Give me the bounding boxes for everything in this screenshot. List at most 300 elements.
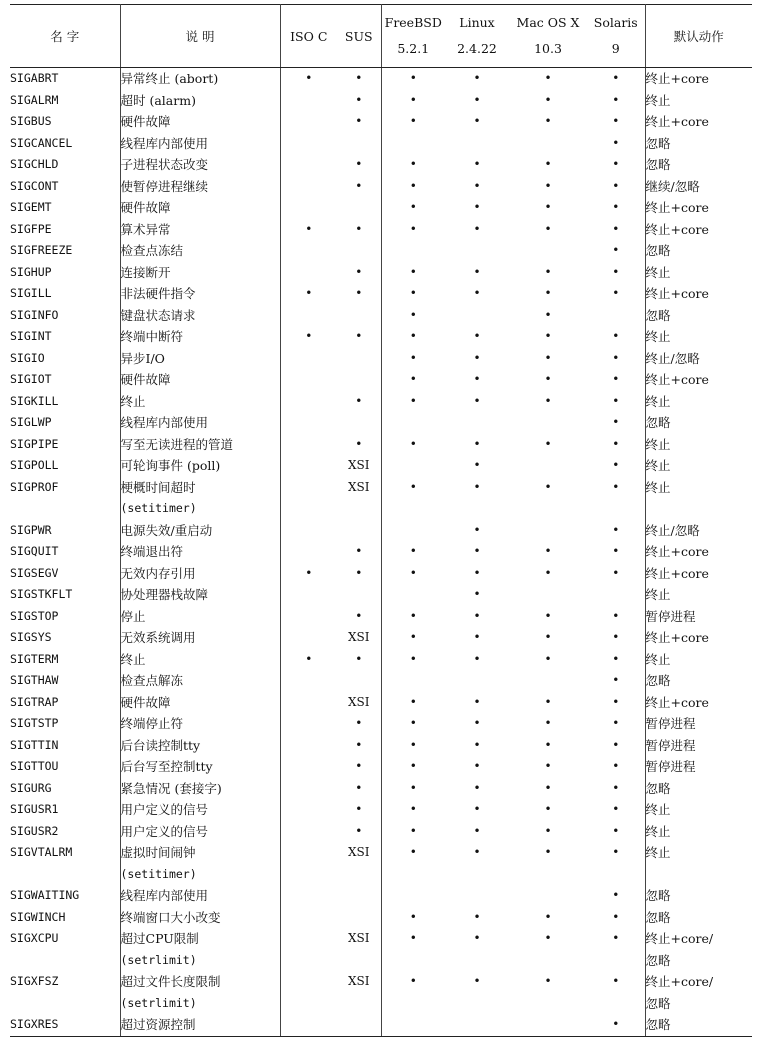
action-line: 终止+core: [645, 221, 709, 237]
signal-name: SIGUSR2: [10, 821, 120, 843]
signal-description: [120, 713, 280, 735]
support-isoc: [280, 154, 337, 176]
support-freebsd: •: [409, 307, 417, 322]
action-line: 终止: [645, 479, 671, 495]
support-sus: •: [337, 90, 381, 112]
description-line: 电源失效/重启动: [120, 522, 213, 538]
support-macos: •: [544, 544, 552, 558]
support-freebsd: •: [409, 393, 417, 408]
action-line: 终止+core: [645, 286, 709, 301]
signal-name: SIGABRT: [10, 68, 120, 90]
signal-name: SIGHUP: [10, 262, 120, 284]
support-solaris: •: [587, 369, 645, 391]
support-freebsd: •: [409, 737, 417, 752]
default-action: [645, 971, 752, 1014]
default-action: [645, 412, 752, 434]
signal-name: SIGTRAP: [10, 692, 120, 714]
action-line: 终止+core: [645, 114, 709, 129]
support-freebsd: •: [409, 479, 417, 494]
support-linux: [445, 305, 509, 327]
support-isoc: [280, 541, 337, 563]
signal-description: [120, 928, 280, 971]
table-row: [10, 971, 752, 1014]
signal-description: [120, 477, 280, 520]
support-isoc: [280, 133, 337, 155]
support-isoc: •: [305, 286, 313, 300]
support-macos: •: [544, 845, 552, 859]
signal-name: SIGPWR: [10, 520, 120, 542]
description-line: 超过文件长度限制: [120, 974, 221, 989]
action-line: 暂停进程: [645, 737, 696, 753]
support-linux: [445, 133, 509, 155]
signal-name: SIGWINCH: [10, 907, 120, 929]
default-action: [645, 434, 752, 456]
support-sus: •: [337, 111, 381, 133]
support-sus: •: [337, 649, 381, 671]
default-action: [645, 907, 752, 929]
signal-name: SIGEMT: [10, 197, 120, 219]
table-row: [10, 842, 752, 885]
support-isoc: [280, 627, 337, 649]
support-freebsd: [381, 133, 445, 155]
support-isoc: [280, 477, 337, 520]
table-row: [10, 563, 752, 585]
signal-name: SIGTSTP: [10, 713, 120, 735]
support-linux: •: [473, 178, 481, 193]
support-linux: •: [473, 565, 481, 580]
signal-description: [120, 348, 280, 370]
support-linux: •: [473, 931, 481, 945]
support-linux: •: [473, 802, 481, 816]
support-solaris: •: [587, 154, 645, 176]
action-line: 继续/忽略: [645, 178, 700, 194]
support-freebsd: •: [409, 286, 417, 300]
signal-name: SIGIO: [10, 348, 120, 370]
support-linux: [445, 240, 509, 262]
action-line: 忽略: [645, 995, 671, 1011]
signal-name: SIGCHLD: [10, 154, 120, 176]
signal-name: SIGALRM: [10, 90, 120, 112]
description-line: 虚拟时间闹钟: [120, 845, 196, 860]
support-isoc: [280, 842, 337, 885]
support-isoc: [280, 391, 337, 413]
action-line: 终止+core: [645, 71, 709, 86]
description-line: (setrlimit): [120, 995, 197, 1010]
table-row: [10, 305, 752, 327]
support-freebsd: [381, 1014, 445, 1036]
table-row: [10, 735, 752, 757]
description-line: (setrlimit): [120, 952, 197, 967]
support-macos: •: [544, 759, 552, 773]
signal-description: [120, 133, 280, 155]
col-header-solaris-name: Solaris: [593, 15, 638, 30]
table-row: [10, 68, 752, 90]
support-freebsd: •: [409, 931, 417, 945]
support-isoc: [280, 262, 337, 284]
signal-description: [120, 649, 280, 671]
support-solaris: •: [587, 735, 645, 757]
support-macos: •: [544, 823, 552, 838]
action-line: 忽略: [645, 415, 671, 430]
support-solaris: •: [587, 240, 645, 262]
support-isoc: [280, 520, 337, 542]
signal-description: [120, 563, 280, 585]
support-macos: [509, 412, 587, 434]
support-macos: [509, 584, 587, 606]
description-line: 超过CPU限制: [120, 931, 199, 946]
support-solaris: •: [587, 1014, 645, 1036]
signal-name: SIGTHAW: [10, 670, 120, 692]
support-isoc: [280, 907, 337, 929]
signal-name: SIGFREEZE: [10, 240, 120, 262]
description-line: 算术异常: [120, 221, 171, 237]
support-freebsd: •: [409, 845, 417, 859]
support-solaris: •: [587, 606, 645, 628]
default-action: [645, 305, 752, 327]
action-line: 终止/忽略: [645, 522, 700, 538]
support-sus: •: [337, 778, 381, 800]
support-macos: •: [544, 780, 552, 795]
description-line: 无效内存引用: [120, 565, 196, 581]
col-header-macos: [509, 5, 587, 68]
signal-name: SIGSTOP: [10, 606, 120, 628]
table-row: [10, 455, 752, 477]
description-line: 可轮询事件 (poll): [120, 458, 221, 473]
support-macos: •: [544, 286, 552, 300]
col-header-linux-version: 2.4.22: [457, 41, 497, 56]
action-line: 终止: [645, 845, 671, 860]
signal-description: [120, 176, 280, 198]
support-isoc: [280, 756, 337, 778]
support-isoc: [280, 434, 337, 456]
signal-description: [120, 692, 280, 714]
support-macos: •: [544, 221, 552, 236]
support-sus: XSI: [337, 477, 381, 520]
action-line: 终止/忽略: [645, 350, 700, 366]
support-sus: •: [337, 799, 381, 821]
default-action: [645, 756, 752, 778]
support-linux: •: [473, 780, 481, 795]
signal-name: SIGQUIT: [10, 541, 120, 563]
signal-description: [120, 455, 280, 477]
support-freebsd: •: [409, 759, 417, 773]
support-sus: •: [337, 154, 381, 176]
default-action: [645, 90, 752, 112]
support-macos: •: [544, 264, 552, 279]
default-action: [645, 154, 752, 176]
signal-description: [120, 283, 280, 305]
support-isoc: [280, 348, 337, 370]
col-header-sus: SUS: [337, 5, 381, 68]
support-freebsd: •: [409, 716, 417, 730]
table-row: [10, 240, 752, 262]
default-action: [645, 649, 752, 671]
default-action: [645, 928, 752, 971]
support-linux: •: [473, 458, 481, 472]
support-linux: •: [473, 479, 481, 494]
support-linux: •: [473, 759, 481, 773]
default-action: [645, 842, 752, 885]
description-line: 后台读控制tty: [120, 737, 201, 753]
support-solaris: •: [587, 799, 645, 821]
signal-description: [120, 197, 280, 219]
signal-description: [120, 735, 280, 757]
support-freebsd: [381, 584, 445, 606]
support-freebsd: •: [409, 823, 417, 838]
action-line: 忽略: [645, 135, 671, 151]
action-line: 终止: [645, 823, 671, 839]
support-sus: [337, 584, 381, 606]
signal-description: [120, 154, 280, 176]
col-header-linux-name: Linux: [459, 15, 495, 30]
action-line: 暂停进程: [645, 608, 696, 624]
action-line: 终止+core: [645, 694, 709, 710]
support-sus: •: [337, 283, 381, 305]
support-freebsd: •: [409, 221, 417, 236]
support-solaris: •: [587, 348, 645, 370]
col-header-freebsd-version: 5.2.1: [397, 41, 430, 56]
support-sus: [337, 240, 381, 262]
signal-description: [120, 670, 280, 692]
signal-name: SIGBUS: [10, 111, 120, 133]
signal-name: SIGINT: [10, 326, 120, 348]
table-row: [10, 799, 752, 821]
support-macos: [509, 455, 587, 477]
description-line: 终端窗口大小改变: [120, 909, 221, 925]
support-sus: XSI: [337, 842, 381, 885]
signal-description: [120, 606, 280, 628]
signal-name: SIGIOT: [10, 369, 120, 391]
default-action: [645, 885, 752, 907]
description-line: 异常终止 (abort): [120, 71, 219, 86]
table-row: [10, 219, 752, 241]
col-header-solaris: [587, 5, 645, 68]
action-line: 终止+core: [645, 630, 709, 645]
signal-description: [120, 821, 280, 843]
description-line: 键盘状态请求: [120, 307, 196, 323]
action-line: 终止+core: [645, 565, 709, 581]
support-solaris: •: [587, 649, 645, 671]
table-row: [10, 606, 752, 628]
action-line: 忽略: [645, 952, 671, 968]
support-sus: [337, 670, 381, 692]
table-row: [10, 434, 752, 456]
signal-name: SIGILL: [10, 283, 120, 305]
support-freebsd: •: [409, 630, 417, 644]
col-header-desc: 说 明: [120, 5, 280, 68]
signal-description: [120, 971, 280, 1014]
support-solaris: •: [587, 391, 645, 413]
support-solaris: •: [587, 907, 645, 929]
support-macos: •: [544, 350, 552, 365]
support-sus: •: [337, 176, 381, 198]
support-sus: •: [337, 391, 381, 413]
support-isoc: •: [305, 221, 313, 236]
support-solaris: [587, 305, 645, 327]
description-line: 检查点冻结: [120, 243, 184, 258]
support-linux: •: [473, 372, 481, 386]
support-freebsd: •: [409, 436, 417, 451]
signal-name: SIGSTKFLT: [10, 584, 120, 606]
default-action: [645, 391, 752, 413]
support-freebsd: •: [409, 608, 417, 623]
support-macos: •: [544, 372, 552, 386]
support-freebsd: •: [409, 157, 417, 171]
support-macos: •: [544, 71, 552, 85]
support-linux: •: [473, 716, 481, 730]
support-solaris: •: [587, 326, 645, 348]
support-sus: •: [337, 713, 381, 735]
support-freebsd: •: [409, 565, 417, 580]
table-row: [10, 391, 752, 413]
table-row: [10, 326, 752, 348]
table-row: [10, 283, 752, 305]
signal-name: SIGTERM: [10, 649, 120, 671]
signal-description: [120, 391, 280, 413]
support-isoc: [280, 455, 337, 477]
default-action: [645, 778, 752, 800]
table-row: [10, 197, 752, 219]
signal-name: SIGXFSZ: [10, 971, 120, 1014]
default-action: [645, 455, 752, 477]
signal-name: SIGPROF: [10, 477, 120, 520]
support-sus: [337, 885, 381, 907]
support-linux: •: [473, 71, 481, 85]
support-freebsd: •: [409, 92, 417, 107]
table-row: [10, 670, 752, 692]
support-solaris: [587, 584, 645, 606]
description-line: 超过资源控制: [120, 1017, 196, 1032]
description-line: 终止: [120, 393, 146, 409]
support-linux: [445, 1014, 509, 1036]
support-isoc: •: [305, 565, 313, 580]
support-freebsd: •: [409, 909, 417, 924]
col-header-action: 默认动作: [645, 5, 752, 68]
support-isoc: [280, 928, 337, 971]
table-row: [10, 821, 752, 843]
support-linux: •: [473, 544, 481, 558]
support-solaris: •: [587, 821, 645, 843]
support-freebsd: •: [409, 651, 417, 666]
description-line: 子进程状态改变: [120, 157, 209, 172]
description-line: 写至无读进程的管道: [120, 436, 234, 452]
support-solaris: •: [587, 971, 645, 1014]
support-linux: •: [473, 909, 481, 924]
support-linux: •: [473, 608, 481, 623]
support-sus: •: [337, 434, 381, 456]
table-row: [10, 262, 752, 284]
support-macos: •: [544, 651, 552, 666]
support-solaris: •: [587, 477, 645, 520]
support-linux: •: [473, 286, 481, 300]
support-solaris: •: [587, 219, 645, 241]
description-line: 硬件故障: [120, 694, 171, 710]
signal-name: SIGCONT: [10, 176, 120, 198]
support-macos: •: [544, 92, 552, 107]
default-action: [645, 670, 752, 692]
signal-table: [10, 4, 752, 1037]
support-linux: •: [473, 329, 481, 343]
support-isoc: •: [305, 651, 313, 666]
support-isoc: [280, 111, 337, 133]
support-sus: [337, 1014, 381, 1036]
support-freebsd: [381, 520, 445, 542]
signal-description: [120, 799, 280, 821]
signal-description: [120, 842, 280, 885]
signal-name: SIGSYS: [10, 627, 120, 649]
support-linux: •: [473, 651, 481, 666]
support-sus: XSI: [337, 692, 381, 714]
description-line: 用户定义的信号: [120, 823, 209, 839]
support-macos: [509, 520, 587, 542]
description-line: 线程库内部使用: [120, 415, 209, 430]
support-freebsd: [381, 455, 445, 477]
description-line: 终端退出符: [120, 544, 184, 559]
support-sus: XSI: [337, 971, 381, 1014]
table-row: [10, 649, 752, 671]
col-header-freebsd: [381, 5, 445, 68]
support-solaris: •: [587, 885, 645, 907]
support-linux: •: [473, 92, 481, 107]
support-isoc: [280, 1014, 337, 1036]
col-header-macos-name: Mac OS X: [516, 15, 580, 30]
default-action: [645, 821, 752, 843]
support-linux: •: [473, 393, 481, 408]
default-action: [645, 520, 752, 542]
support-isoc: [280, 885, 337, 907]
action-line: 终止: [645, 587, 671, 602]
table-row: [10, 520, 752, 542]
action-line: 暂停进程: [645, 716, 696, 731]
table-row: [10, 627, 752, 649]
support-solaris: •: [587, 928, 645, 971]
table-row: [10, 907, 752, 929]
action-line: 忽略: [645, 780, 671, 796]
signal-name: SIGLWP: [10, 412, 120, 434]
support-solaris: •: [587, 520, 645, 542]
signal-name: SIGPOLL: [10, 455, 120, 477]
signal-description: [120, 111, 280, 133]
support-macos: [509, 1014, 587, 1036]
support-freebsd: •: [409, 329, 417, 343]
description-line: 梗概时间超时: [120, 479, 196, 495]
description-line: 终端停止符: [120, 716, 184, 731]
default-action: [645, 197, 752, 219]
support-sus: •: [337, 262, 381, 284]
table-row: [10, 713, 752, 735]
support-isoc: [280, 197, 337, 219]
support-sus: •: [337, 541, 381, 563]
table-row: [10, 756, 752, 778]
description-line: 硬件故障: [120, 200, 171, 215]
default-action: [645, 348, 752, 370]
description-line: 无效系统调用: [120, 630, 196, 645]
support-solaris: •: [587, 778, 645, 800]
default-action: [645, 584, 752, 606]
support-macos: •: [544, 307, 552, 322]
description-line: 用户定义的信号: [120, 802, 209, 817]
header-row: [10, 5, 752, 68]
default-action: [645, 563, 752, 585]
support-isoc: [280, 369, 337, 391]
support-sus: •: [337, 68, 381, 90]
table-row: [10, 176, 752, 198]
description-line: 连接断开: [120, 264, 171, 280]
support-solaris: •: [587, 111, 645, 133]
support-macos: [509, 133, 587, 155]
signal-description: [120, 1014, 280, 1036]
default-action: [645, 283, 752, 305]
